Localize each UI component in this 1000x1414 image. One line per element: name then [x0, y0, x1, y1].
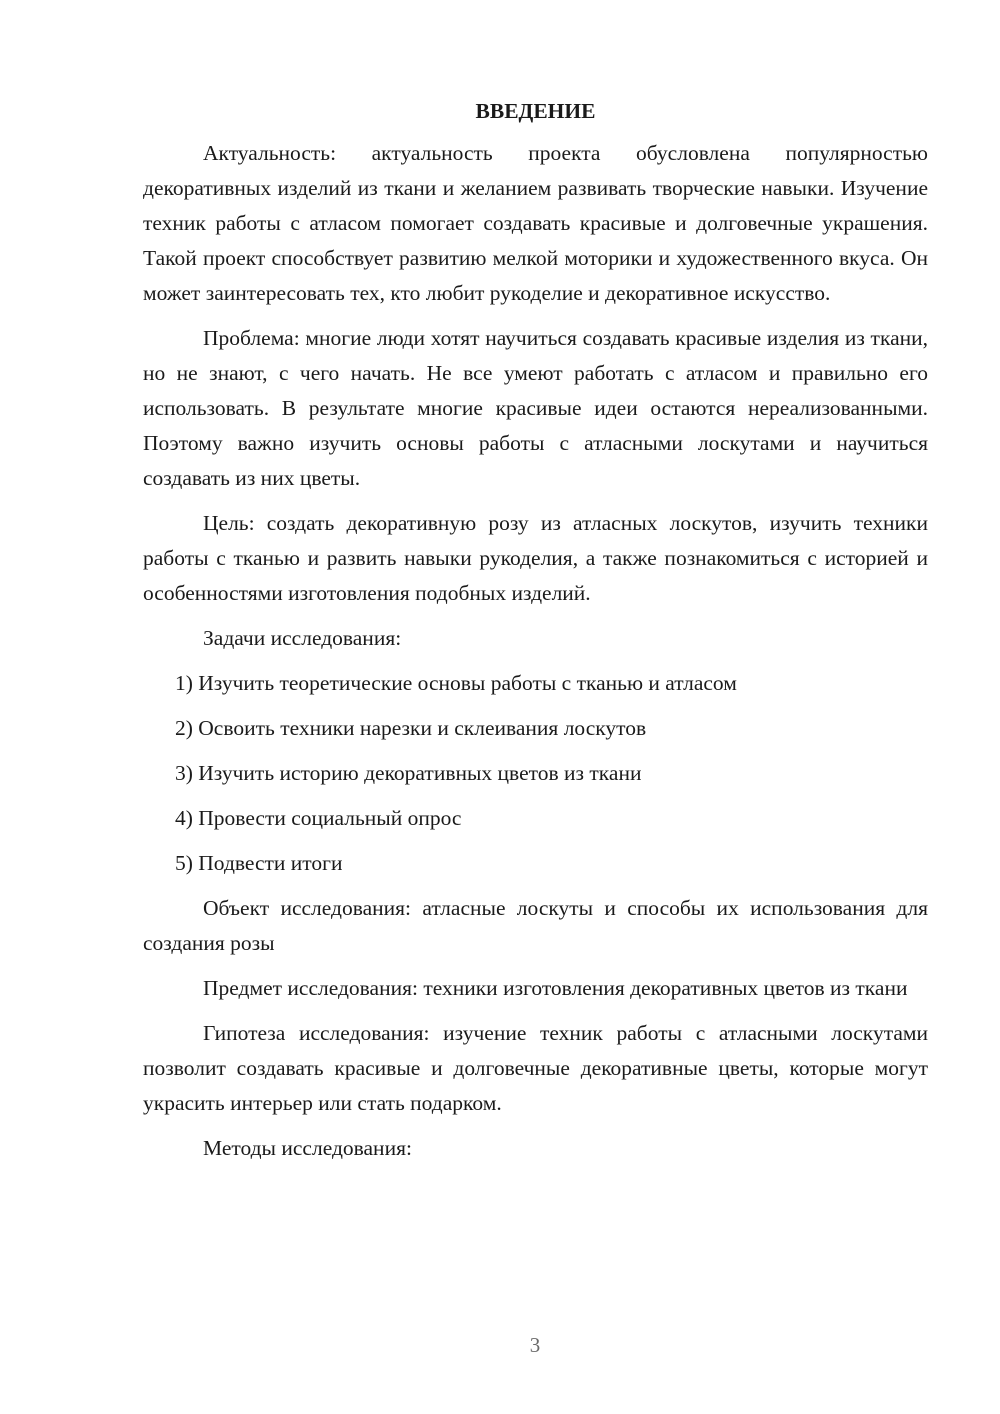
list-item: 1) Изучить теоретические основы работы с тканью и атласом	[175, 671, 737, 695]
tasks-list	[143, 666, 928, 881]
goal-paragraph: Цель: создать декоративную розу из атласных лоскутов, изучить техники работы с тканью и развить навыки рукоделия, а также познакомиться с историей и особенностями изготовления подобных изделий.	[143, 511, 928, 605]
object-paragraph: Объект исследования: атласные лоскуты и способы их использования для создания розы	[143, 896, 928, 955]
relevance-paragraph: Актуальность: актуальность проекта обусловлена популярностью декоративных изделий из ткани и желанием развивать творческие навыки. Изучение техник работы с атласом помогает создавать красивые и долговечные украшения. Такой проект способствует развитию мелкой моторики и художественного вкуса. Он может заинтересовать тех, кто любит рукоделие и декоративное искусство.	[143, 141, 928, 305]
tasks-heading: Задачи исследования:	[203, 626, 402, 650]
page-number: 3	[529, 1333, 541, 1357]
list-item: 2) Освоить техники нарезки и склеивания лоскутов	[175, 716, 647, 740]
document-page	[143, 96, 928, 1176]
problem-paragraph: Проблема: многие люди хотят научиться создавать красивые изделия из ткани, но не знают, с чего начать. Не все умеют работать с атласом и правильно его использовать. В результате многие красивые идеи остаются нереализованными. Поэтому важно изучить основы работы с атласными лоскутами и научиться создавать из них цветы.	[143, 326, 928, 490]
list-item: 3) Изучить историю декоративных цветов из ткани	[175, 761, 642, 785]
page-title: ВВЕДЕНИЕ	[475, 99, 596, 123]
list-item: 5) Подвести итоги	[175, 851, 343, 875]
subject-paragraph: Предмет исследования: техники изготовления декоративных цветов из ткани	[203, 976, 908, 1000]
methods-heading: Методы исследования:	[203, 1136, 412, 1160]
list-item: 4) Провести социальный опрос	[175, 806, 462, 830]
hypothesis-paragraph: Гипотеза исследования: изучение техник работы с атласными лоскутами позволит создавать красивые и долговечные декоративные цветы, которые могут украсить интерьер или стать подарком.	[143, 1021, 928, 1115]
